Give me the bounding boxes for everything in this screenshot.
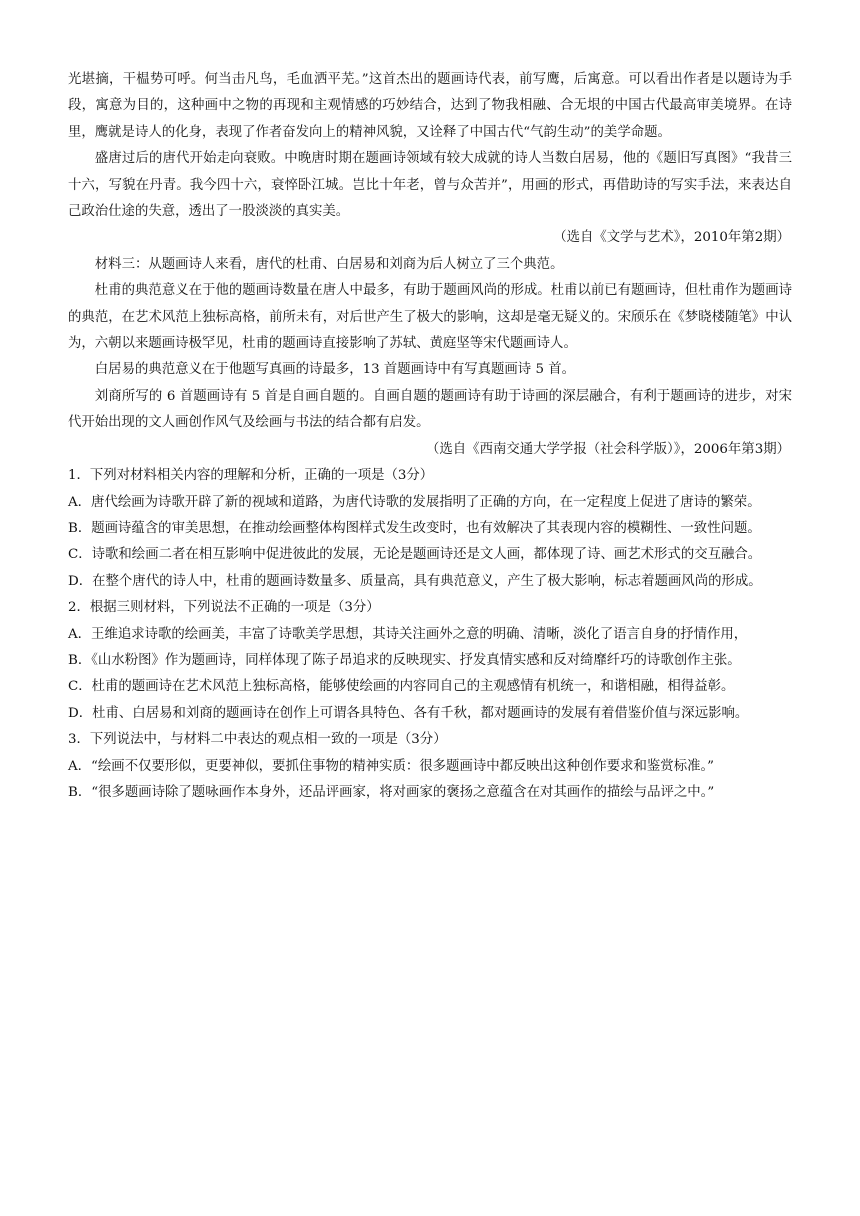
question-stem: 1．下列对材料相关内容的理解和分析，正确的一项是（3分） (68, 468, 434, 484)
material3-paragraph-liu-shang: 刘商所写的 6 首题画诗有 5 首是自画自题的。自画自题的题画诗有助于诗画的深层融合，有利于题画诗的进步，对宋代开始出现的文人画创作风气及绘画与书法的结合都有启发。 (68, 388, 792, 431)
material3-paragraph-bai-juyi: 白居易的典范意义在于他题写真画的诗最多，13 首题画诗中有写真题画诗 5 首。 (94, 362, 576, 378)
material3-source: （选自《西南交通大学学报（社会科学版）》，2006年第3期） (426, 441, 790, 457)
option-a: A．“绘画不仅要形似，更要神似，要抓住事物的精神实质：很多题画诗中都反映出这种创作要求和鉴赏标准。” (68, 758, 715, 774)
question-1 (68, 463, 792, 595)
option-a: A．王维追求诗歌的绘画美，丰富了诗歌美学思想，其诗关注画外之意的明确、清晰，淡化了语言自身的抒情作用， (68, 626, 748, 642)
material3-paragraph-du-fu: 杜甫的典范意义在于他的题画诗数量在唐人中最多，有助于题画风尚的形成。杜甫以前已有题画诗，但杜甫作为题画诗的典范，在艺术风范上独标高格，前所未有，对后世产生了极大的影响，这却是毫无疑义的。宋颀乐在《梦晓楼随笔》中认为，六朝以来题画诗极罕见，杜甫的题画诗直接影响了苏轼、黄庭坚等宋代题画诗人。 (68, 283, 792, 352)
option-c: C．诗歌和绘画二者在相互影响中促进彼此的发展，无论是题画诗还是文人画，都体现了诗、画艺术形式的交互融合。 (68, 547, 762, 563)
material2-paragraph-bai-juyi: 盛唐过后的唐代开始走向衰败。中晚唐时期在题画诗领域有较大成就的诗人当数白居易，他的《题旧写真图》“我昔三十六，写貌在丹青。我今四十六，衰悴卧江城。岂比十年老，曾与众苦并”，用画的形式，再借助诗的写实手法，来表达自己政治仕途的失意，透出了一股淡淡的真实美。 (68, 151, 792, 220)
question-stem: 2．根据三则材料，下列说法不正确的一项是（3分） (68, 600, 380, 616)
option-d: D．在整个唐代的诗人中，杜甫的题画诗数量多、质量高，具有典范意义，产生了极大影响，标志着题画风尚的形成。 (68, 573, 762, 589)
option-b: B．“很多题画诗除了题咏画作本身外，还品评画家，将对画家的褒扬之意蕴含在对其画作的描绘与品评之中。” (68, 784, 715, 800)
option-a: A．唐代绘画为诗歌开辟了新的视域和道路，为唐代诗歌的发展指明了正确的方向，在一定程度上促进了唐诗的繁荣。 (68, 494, 761, 510)
option-b: B．《山水粉图》作为题画诗，同样体现了陈子昂追求的反映现实、抒发真情实感和反对绮靡纤巧的诗歌创作主张。 (68, 652, 741, 668)
option-d: D．杜甫、白居易和刘商的题画诗在创作上可谓各具特色、各有千秋，都对题画诗的发展有着借鉴价值与深远影响。 (68, 705, 749, 721)
material2-continued-paragraph: 光堪摘，干榅势可呼。何当击凡鸟，毛血洒平芜。”这首杰出的题画诗代表，前写鹰，后寓意。可以看出作者是以题诗为手段，寓意为目的，这种画中之物的再现和主观情感的巧妙结合，达到了物我相融、合无垠的中国古代最高审美境界。在诗里，鹰就是诗人的化身，表现了作者奋发向上的精神风貌，又诠释了中国古代“气韵生动”的美学命题。 (68, 72, 792, 140)
material3-intro: 材料三：从题画诗人来看，唐代的杜甫、白居易和刘商为后人树立了三个典范。 (94, 256, 564, 272)
question-2 (68, 595, 792, 727)
option-c: C．杜甫的题画诗在艺术风范上独标高格，能够使绘画的内容同自己的主观感情有机统一，和谐相融，相得益彰。 (68, 679, 735, 695)
option-b: B．题画诗蕴含的审美思想，在推动绘画整体构图样式发生改变时，也有效解决了其表现内容的模糊性、一致性问题。 (68, 520, 761, 536)
material2-source: （选自《文学与艺术》，2010年第2期） (553, 230, 790, 246)
question-stem: 3．下列说法中，与材料二中表达的观点相一致的一项是（3分） (68, 732, 447, 748)
question-3 (68, 727, 792, 806)
